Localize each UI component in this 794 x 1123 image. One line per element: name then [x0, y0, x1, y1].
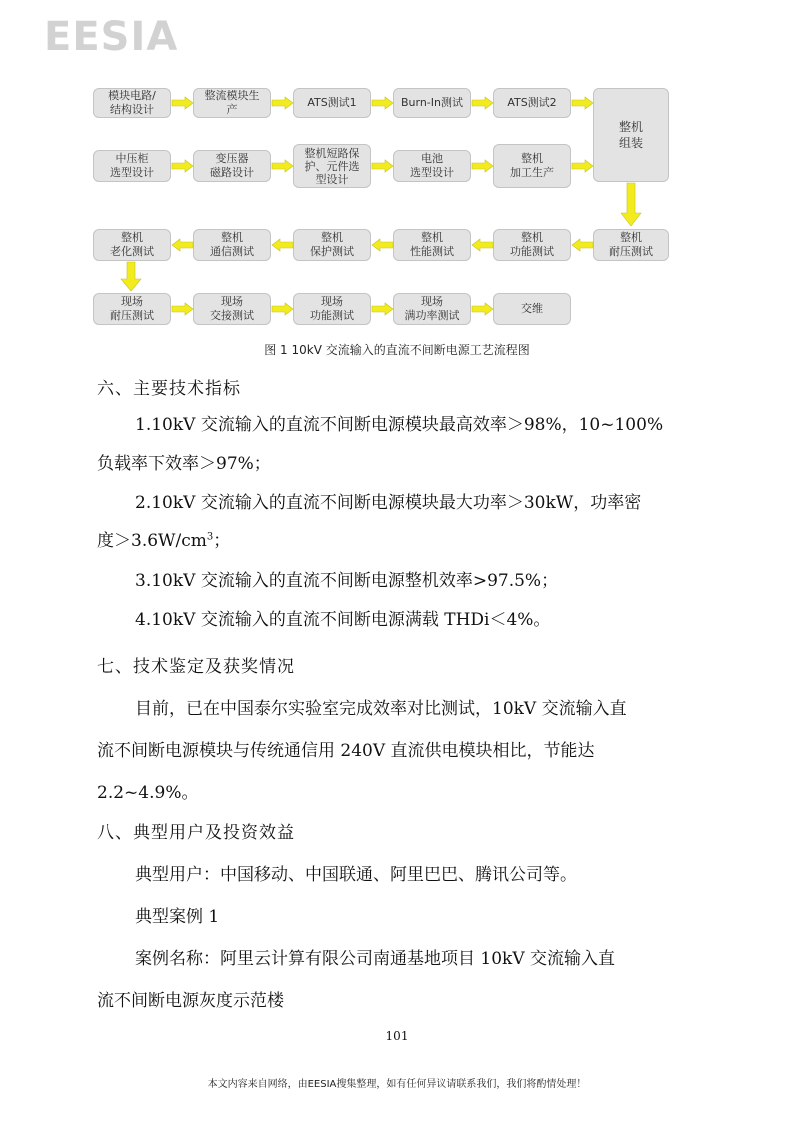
- flow-node-comm-test: 整机 通信测试: [193, 229, 271, 261]
- section-6-heading: 六、主要技术指标: [97, 379, 241, 399]
- flow-node-ats-test-2: ATS测试2: [493, 88, 571, 118]
- arrow-left-icon: [172, 239, 193, 251]
- arrow-right-icon: [472, 97, 493, 109]
- paragraph-line: 3.10kV 交流输入的直流不间断电源整机效率>97.5%；: [135, 571, 559, 591]
- arrow-right-icon: [472, 160, 493, 172]
- paragraph-line: 目前，已在中国泰尔实验室完成效率对比测试，10kV 交流输入直: [135, 699, 627, 719]
- figure-caption: 图 1 10kV 交流输入的直流不间断电源工艺流程图: [264, 343, 530, 357]
- flow-node-mv-cabinet: 中压柜 选型设计: [93, 150, 171, 182]
- arrow-right-icon: [372, 160, 393, 172]
- section-7-heading: 七、技术鉴定及获奖情况: [97, 657, 295, 677]
- flow-node-rectifier-production: 整流模块生 产: [193, 88, 271, 118]
- arrow-right-icon: [372, 303, 393, 315]
- paragraph-line: 1.10kV 交流输入的直流不间断电源模块最高效率＞98%，10~100%: [135, 415, 664, 435]
- arrow-left-icon: [272, 239, 293, 251]
- paragraph-line: 典型用户：中国移动、中国联通、阿里巴巴、腾讯公司等。: [135, 865, 577, 885]
- flow-node-module-design: 模块电路/ 结构设计: [93, 88, 171, 118]
- paragraph-line: 典型案例 1: [135, 907, 220, 927]
- paragraph-line: 流不间断电源灰度示范楼: [97, 991, 284, 1011]
- arrow-right-icon: [572, 160, 593, 172]
- superscript: 3: [206, 531, 214, 543]
- flow-arrows: [0, 0, 794, 340]
- flow-node-burn-in-test: Burn-In测试: [393, 88, 471, 118]
- flow-node-handover: 交维: [493, 293, 571, 325]
- flow-node-site-handover-test: 现场 交接测试: [193, 293, 271, 325]
- arrow-down-icon: [121, 262, 141, 291]
- arrow-down-icon: [621, 183, 641, 226]
- eesia-logo: EESIA: [44, 14, 179, 60]
- arrow-right-icon: [272, 97, 293, 109]
- arrow-right-icon: [272, 303, 293, 315]
- paragraph-line: 案例名称：阿里云计算有限公司南通基地项目 10kV 交流输入直: [135, 949, 616, 969]
- paragraph-line: 2.2~4.9%。: [97, 783, 199, 803]
- footer-note: 本文内容来自网络，由EESIA搜集整理，如有任何异议请联系我们，我们将酌情处理！: [207, 1079, 587, 1090]
- arrow-left-icon: [572, 239, 593, 251]
- arrow-left-icon: [372, 239, 393, 251]
- flow-node-assembly: 整机 组装: [593, 88, 669, 182]
- flow-node-transformer: 变压器 磁路设计: [193, 150, 271, 182]
- flow-node-machining: 整机 加工生产: [493, 144, 571, 188]
- paragraph-line: [97, 526, 230, 551]
- arrow-right-icon: [472, 303, 493, 315]
- arrow-right-icon: [172, 160, 193, 172]
- flow-node-site-function-test: 现场 功能测试: [293, 293, 371, 325]
- page-number: 101: [385, 1029, 409, 1043]
- paragraph-text: 度＞3.6W/cm: [97, 531, 207, 551]
- flow-node-site-withstand-test: 现场 耐压测试: [93, 293, 171, 325]
- arrow-left-icon: [472, 239, 493, 251]
- paragraph-line: 负载率下效率＞97%；: [97, 454, 271, 474]
- flow-node-protection-test: 整机 保护测试: [293, 229, 371, 261]
- paragraph-line: 4.10kV 交流输入的直流不间断电源满载 THDi＜4%。: [135, 610, 551, 630]
- paragraph-text: ；: [213, 531, 231, 551]
- paragraph-line: 2.10kV 交流输入的直流不间断电源模块最大功率＞30kW，功率密: [135, 493, 642, 513]
- arrow-right-icon: [172, 97, 193, 109]
- flow-node-site-full-power-test: 现场 满功率测试: [393, 293, 471, 325]
- flow-node-withstand-test: 整机 耐压测试: [593, 229, 669, 261]
- arrow-right-icon: [272, 160, 293, 172]
- paragraph-line: 流不间断电源模块与传统通信用 240V 直流供电模块相比，节能达: [97, 741, 595, 761]
- flow-node-performance-test: 整机 性能测试: [393, 229, 471, 261]
- flow-node-function-test: 整机 功能测试: [493, 229, 571, 261]
- arrow-right-icon: [372, 97, 393, 109]
- arrow-right-icon: [172, 303, 193, 315]
- process-flowchart: [0, 0, 794, 340]
- flow-node-short-circuit-protection: 整机短路保 护、元件选 型设计: [293, 144, 371, 188]
- flow-node-battery: 电池 选型设计: [393, 150, 471, 182]
- arrow-right-icon: [572, 97, 593, 109]
- section-8-heading: 八、典型用户及投资效益: [97, 823, 295, 843]
- flow-node-ats-test-1: ATS测试1: [293, 88, 371, 118]
- flow-node-aging-test: 整机 老化测试: [93, 229, 171, 261]
